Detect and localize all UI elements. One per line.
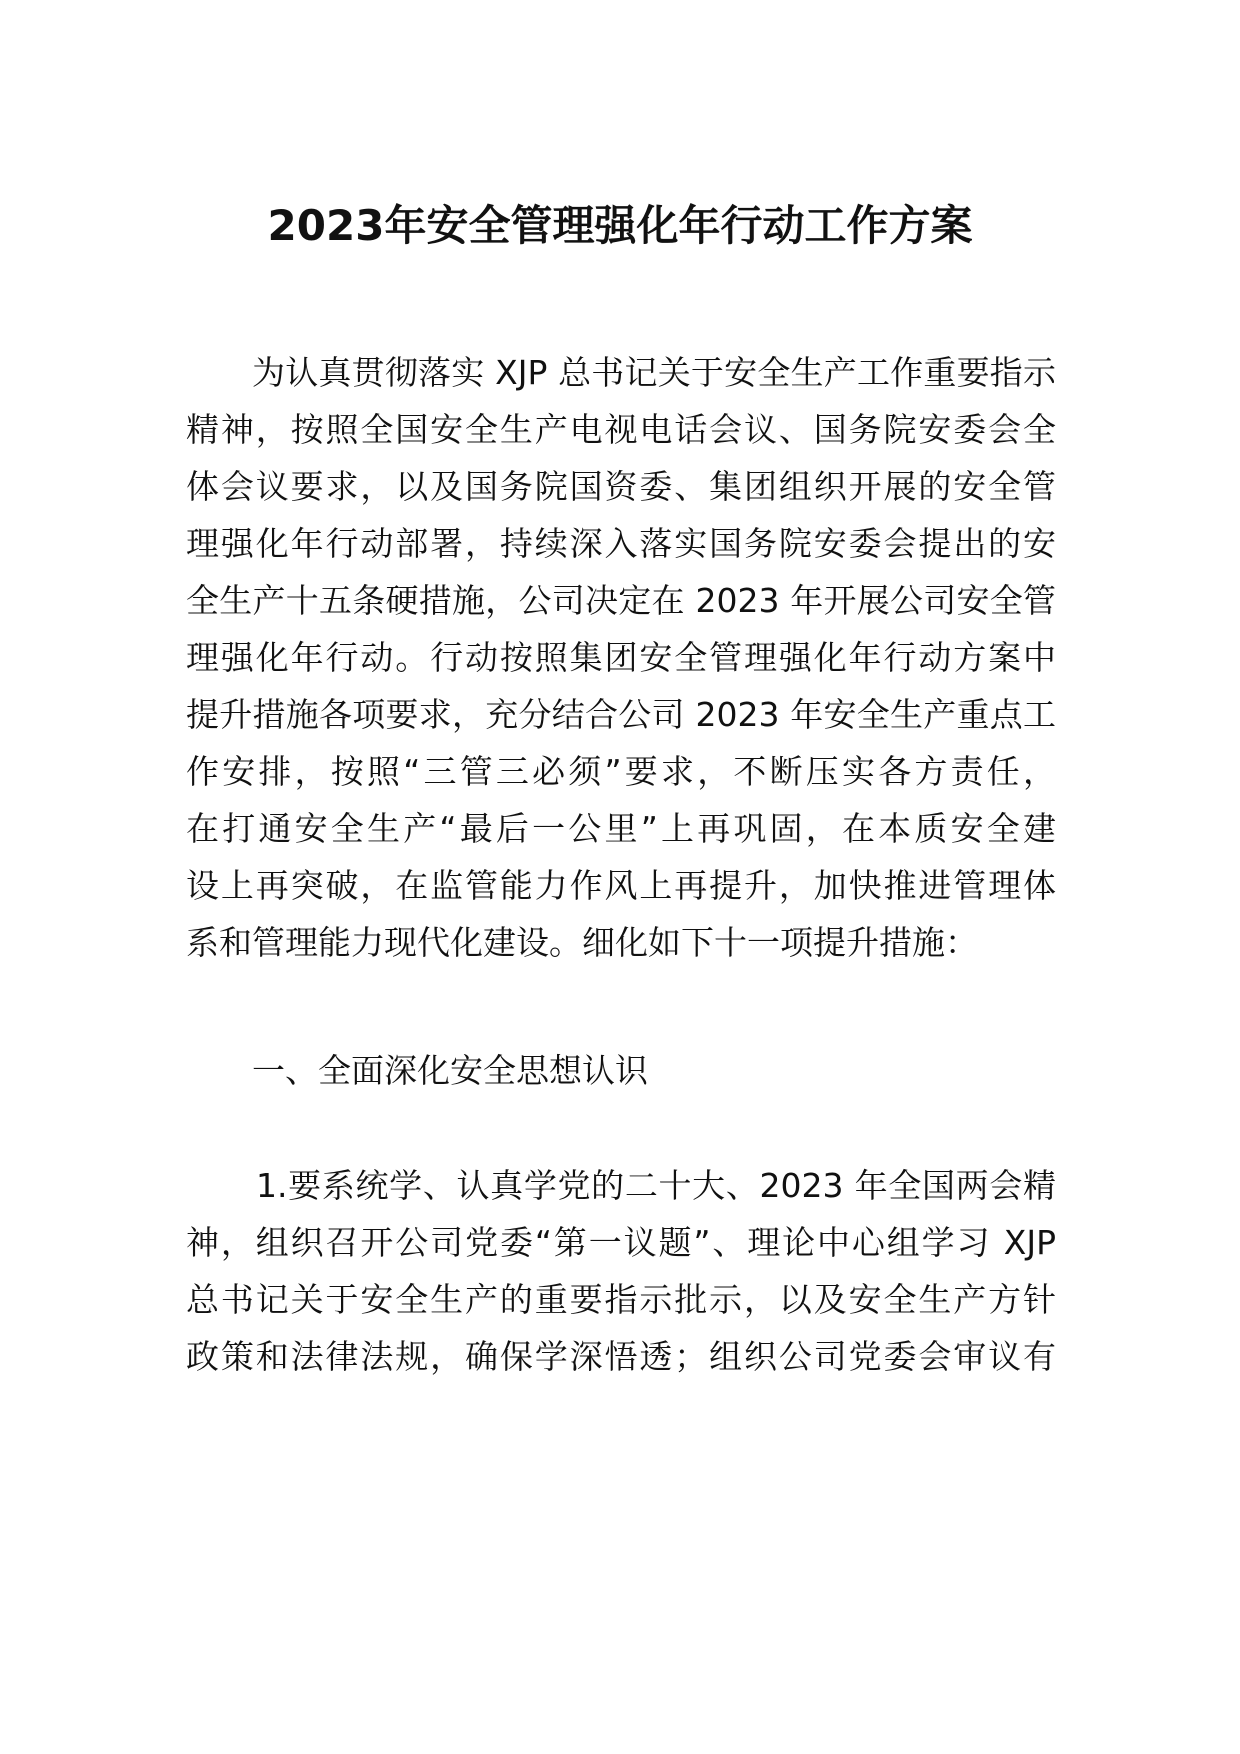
intro-line-6: 理强化年行动。行动按照集团安全管理强化年行动方案中 [186,638,1056,677]
intro-line-7: 提升措施各项要求，充分结合公司 2023 年安全生产重点工 [186,695,1056,734]
document-title: 2023年安全管理强化年行动工作方案 [267,201,973,250]
item-1-line-3: 总书记关于安全生产的重要指示批示，以及安全生产方针 [186,1280,1056,1319]
item-1-line-1: 1.要系统学、认真学党的二十大、2023 年全国两会精 [256,1166,1056,1205]
intro-line-2: 精神，按照全国安全生产电视电话会议、国务院安委会全 [186,410,1056,449]
intro-line-9: 在打通安全生产“最后一公里”上再巩固，在本质安全建 [186,809,1056,848]
intro-line-3: 体会议要求，以及国务院国资委、集团组织开展的安全管 [186,467,1056,506]
item-1-line-4: 政策和法律法规，确保学深悟透；组织公司党委会审议有 [186,1337,1056,1376]
intro-line-1: 为认真贯彻落实 XJP 总书记关于安全生产工作重要指示 [252,353,1056,392]
intro-line-10: 设上再突破，在监管能力作风上再提升，加快推进管理体 [186,866,1056,905]
section-heading-1: 一、全面深化安全思想认识 [252,1051,648,1090]
intro-line-8: 作安排，按照“三管三必须”要求，不断压实各方责任， [186,752,1056,791]
intro-line-5: 全生产十五条硬措施，公司决定在 2023 年开展公司安全管 [186,581,1056,620]
item-1-line-2: 神，组织召开公司党委“第一议题”、理论中心组学习 XJP [186,1223,1056,1262]
intro-line-4: 理强化年行动部署，持续深入落实国务院安委会提出的安 [186,524,1056,563]
intro-line-11: 系和管理能力现代化建设。细化如下十一项提升措施： [186,923,978,962]
